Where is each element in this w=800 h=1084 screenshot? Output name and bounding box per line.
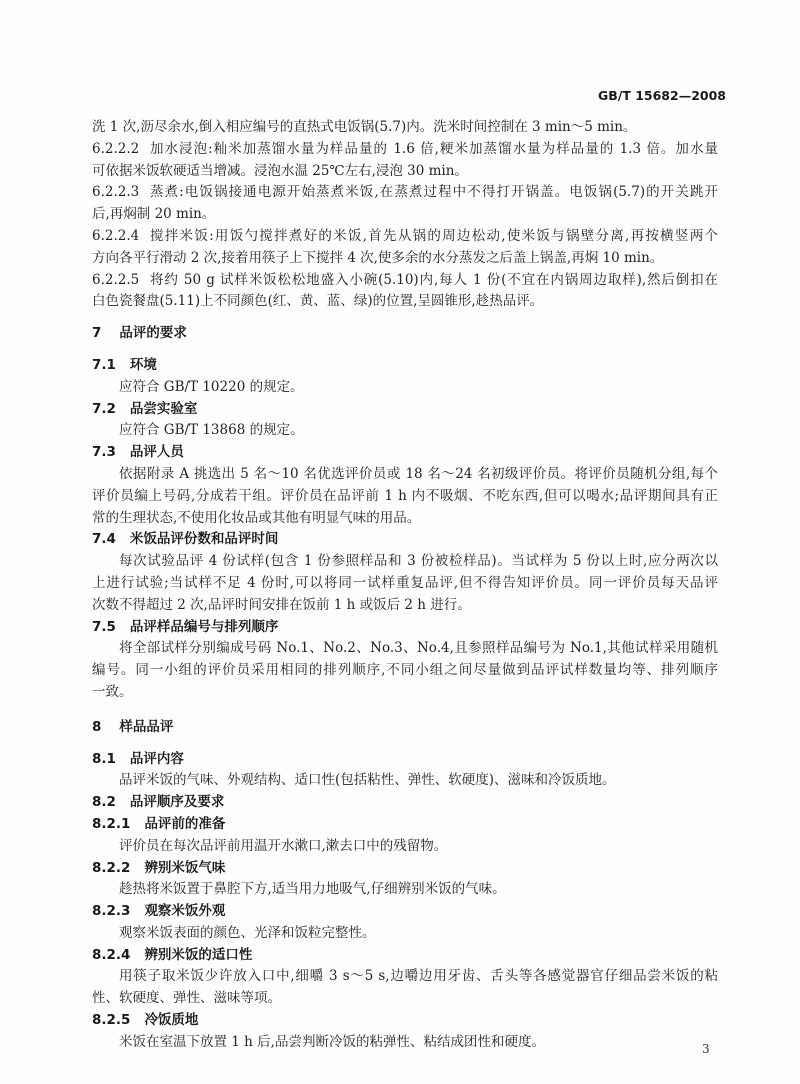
clause-6-2-2-5 <box>92 270 718 314</box>
clause-7-3-text-line: 评价员编上号码,分成若干组。评价员在品评前 1 h 内不吸烟、不吃东西,但可以喝水;品评期间具有正 <box>92 487 718 504</box>
clause-text-line: 可依据米饭软硬适当增减。浸泡水温 25℃左右,浸泡 30 min。 <box>92 162 468 179</box>
clause-7-4-heading <box>92 529 718 551</box>
clause-8-2-3-text-line: 观察米饭表面的颜色、光泽和饭粒完整性。 <box>119 924 376 941</box>
clause-7-1-text-line: 应符合 GB/T 10220 的规定。 <box>119 378 304 395</box>
clause-7-2-text-line: 应符合 GB/T 13868 的规定。 <box>119 422 304 439</box>
heading-number: 7.1 <box>92 356 116 373</box>
clause-8-2-5-text-line: 米饭在室温下放置 1 h 后,品尝判断冷饭的粘弹性、粘结成团性和硬度。 <box>119 1033 545 1050</box>
heading-number: 7.4 <box>92 531 116 548</box>
clause-7-5-text-line: 编号。同一小组的评价员采用相同的排列顺序,不同小组之间尽量做到品评试样数量均等、排列顺序 <box>92 662 718 679</box>
chapter-8-heading <box>92 717 718 739</box>
clause-text-line: 后,再焖制 20 min。 <box>92 206 216 223</box>
clause-7-4-text-line: 次数不得超过 2 次,品评时间安排在饭前 1 h 或饭后 2 h 进行。 <box>92 596 471 613</box>
clause-8-2-4-text-line: 性、软硬度、弹性、滋味等项。 <box>92 990 281 1007</box>
clause-8-2-3-heading <box>92 901 718 923</box>
heading-title: 米饭品评份数和品评时间 <box>129 531 279 548</box>
clause-6-2-2-2 <box>92 139 718 183</box>
clause-8-2-heading <box>92 792 718 814</box>
clause-number: 6.2.2.4 <box>92 227 140 244</box>
clause-text-line: 将约 50 g 试样米饭松松地盛入小碗(5.10)内,每人 1 份(不宜在内锅周边取样),然后倒扣在 <box>150 271 718 288</box>
clause-text-line: 白色瓷餐盘(5.11)上不同颜色(红、黄、蓝、绿)的位置,呈圆锥形,趁热品评。 <box>92 293 544 310</box>
heading-number: 7.5 <box>92 618 116 635</box>
heading-number: 8.2.2 <box>92 859 131 876</box>
heading-title: 辨别米饭气味 <box>144 859 226 876</box>
heading-title: 品评顺序及要求 <box>129 794 225 811</box>
clause-7-4-text-line: 每次试验品评 4 份试样(包含 1 份参照样品和 3 份被检样品)。当试样为 5 份以上时,应分两次以 <box>119 553 718 570</box>
clause-7-3-text-line: 依据附录 A 挑选出 5 名～10 名优选评价员或 18 名～24 名初级评价员。将评价员随机分组,每个 <box>119 465 718 482</box>
clause-7-5-heading <box>92 617 718 639</box>
heading-number: 8.1 <box>92 750 116 767</box>
clause-first-line <box>92 226 718 248</box>
clause-text-line: 方向各平行滑动 2 次,接着用筷子上下搅拌 4 次,使多余的水分蒸发之后盖上锅盖,再焖 10 min。 <box>92 249 664 266</box>
heading-number: 8.2 <box>92 794 116 811</box>
heading-number: 8.2.1 <box>92 815 131 832</box>
heading-title: 品评前的准备 <box>144 815 226 832</box>
clause-8-1-text-line: 品评米饭的气味、外观结构、适口性(包括粘性、弹性、软硬度)、滋味和冷饭质地。 <box>119 772 616 789</box>
standard-code-header: GB/T 15682—2008 <box>597 88 726 103</box>
clause-7-1-heading <box>92 355 718 377</box>
clause-8-2-2-text-line: 趁热将米饭置于鼻腔下方,适当用力地吸气,仔细辨别米饭的气味。 <box>119 881 506 898</box>
heading-title: 品评人员 <box>129 444 184 461</box>
clause-number: 6.2.2.2 <box>92 140 140 157</box>
clause-7-5-text-line: 将全部试样分别编成号码 No.1、No.2、No.3、No.4,且参照样品编号为 No.1,其他试样采用随机 <box>119 640 718 657</box>
clause-8-2-5-heading <box>92 1010 718 1032</box>
heading-title: 冷饭质地 <box>144 1012 199 1029</box>
clause-8-2-1-text-line: 评价员在每次品评前用温开水漱口,漱去口中的残留物。 <box>119 837 448 854</box>
clause-8-2-1-heading <box>92 814 718 836</box>
heading-title: 品评内容 <box>129 750 184 767</box>
clause-text-line: 加水浸泡:籼米加蒸馏水量为样品量的 1.6 倍,粳米加蒸馏水量为样品量的 1.3 倍。加水量 <box>150 140 718 157</box>
clause-first-line <box>92 139 718 161</box>
clause-8-2-4-heading <box>92 945 718 967</box>
heading-title: 品尝实验室 <box>129 400 198 417</box>
clause-6-2-2-3 <box>92 182 718 226</box>
heading-number: 7.2 <box>92 400 116 417</box>
clause-7-5-text-line: 一致。 <box>92 683 133 700</box>
heading-number: 7.3 <box>92 444 116 461</box>
document-body <box>92 117 718 1054</box>
clause-6-2-2-1-continued-line: 洗 1 次,沥尽余水,倒入相应编号的直热式电饭锅(5.7)内。洗米时间控制在 3 min～5 min。 <box>92 119 637 135</box>
clause-first-line <box>92 182 718 204</box>
heading-title: 样品品评 <box>119 718 174 735</box>
clause-7-3-text-line: 常的生理状态,不使用化妆品或其他有明显气味的用品。 <box>92 509 421 526</box>
clause-7-4-text-line: 上进行试验;当试样不足 4 份时,可以将同一试样重复品评,但不得告知评价员。同一评价员每天品评 <box>92 574 718 591</box>
clause-8-2-4-text-line: 用筷子取米饭少许放入口中,细嚼 3 s～5 s,边嚼边用牙齿、舌头等各感觉器官仔细品尝米饭的粘 <box>119 968 718 985</box>
heading-number: 8 <box>92 718 102 735</box>
clause-number: 6.2.2.3 <box>92 184 140 201</box>
clause-7-3-heading <box>92 442 718 464</box>
heading-title: 环境 <box>129 356 157 373</box>
clause-8-2-2-heading <box>92 858 718 880</box>
heading-title: 辨别米饭的适口性 <box>144 946 253 963</box>
clause-first-line <box>92 270 718 292</box>
clause-number: 6.2.2.5 <box>92 271 140 288</box>
page-number: 3 <box>702 1042 710 1056</box>
clause-8-1-heading <box>92 749 718 771</box>
heading-title: 品评样品编号与排列顺序 <box>129 618 279 635</box>
chapter-7-heading <box>92 323 718 345</box>
heading-number: 8.2.5 <box>92 1012 131 1029</box>
heading-title: 观察米饭外观 <box>144 903 226 920</box>
clause-text-line: 蒸煮:电饭锅接通电源开始蒸煮米饭,在蒸煮过程中不得打开锅盖。电饭锅(5.7)的开关跳开 <box>150 184 718 201</box>
heading-number: 8.2.3 <box>92 903 131 920</box>
heading-number: 8.2.4 <box>92 946 131 963</box>
heading-number: 7 <box>92 325 102 342</box>
clause-7-2-heading <box>92 399 718 421</box>
clause-text-line: 搅拌米饭:用饭勺搅拌煮好的米饭,首先从锅的周边松动,使米饭与锅壁分离,再按横竖两个 <box>150 227 718 244</box>
heading-title: 品评的要求 <box>119 325 187 342</box>
clause-6-2-2-4 <box>92 226 718 270</box>
